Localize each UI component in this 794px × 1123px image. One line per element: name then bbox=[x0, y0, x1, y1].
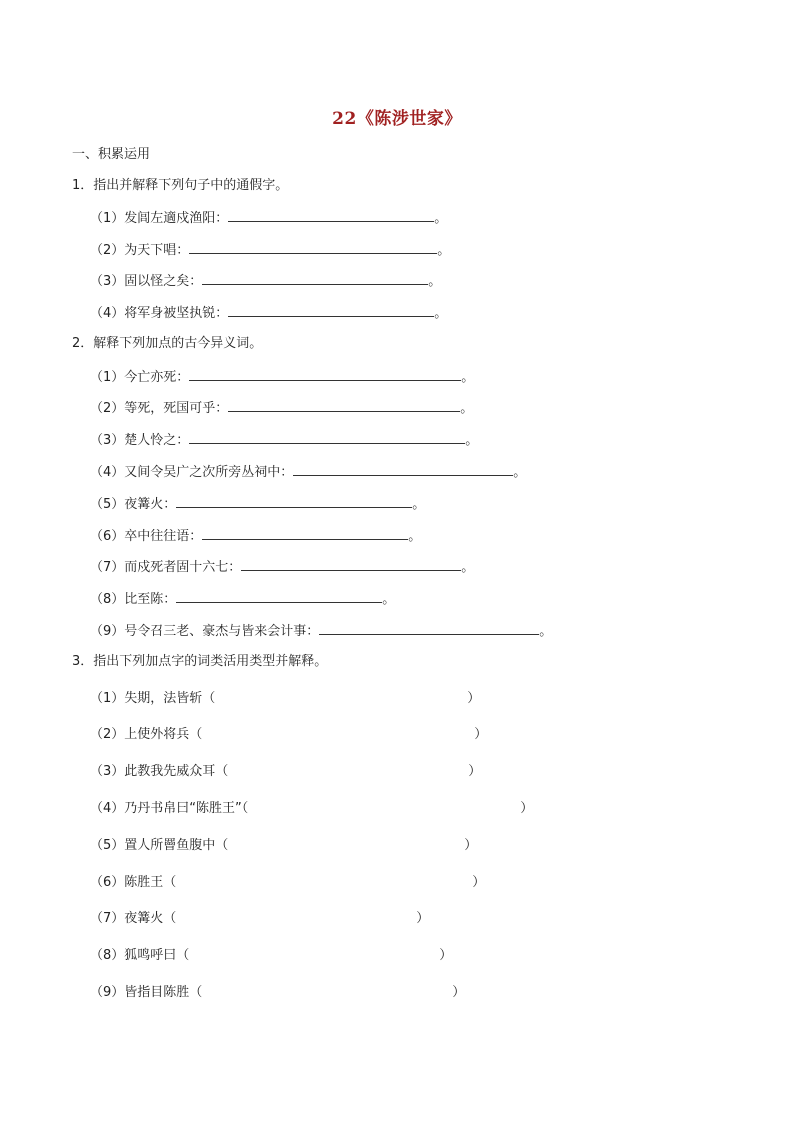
q2-item-3 bbox=[90, 430, 478, 450]
q3-item-end: ） bbox=[439, 948, 453, 963]
q2-item-label: （2）等死，死国可乎： bbox=[90, 401, 229, 416]
q3-item-6 bbox=[90, 874, 485, 892]
q2-item-2 bbox=[90, 398, 473, 418]
q3-item-end: ） bbox=[520, 801, 534, 816]
q2-item-end: 。 bbox=[465, 433, 479, 448]
answer-blank[interactable] bbox=[176, 589, 382, 603]
q1-item-end: 。 bbox=[437, 243, 451, 258]
q2-item-label: （9）号令召三老、豪杰与皆来会计事： bbox=[90, 624, 320, 639]
q2-item-end: 。 bbox=[461, 560, 475, 575]
q3-item-3 bbox=[90, 763, 481, 781]
q2-item-label: （6）卒中往往语： bbox=[90, 529, 203, 544]
q2-item-9 bbox=[90, 621, 552, 641]
q2-item-label: （7）而戍死者固十六七： bbox=[90, 560, 242, 575]
q3-item-label: （3）此教我先威众耳（ bbox=[90, 764, 229, 779]
q2-item-end: 。 bbox=[412, 497, 426, 512]
q1-item-label: （1）发闾左適戍渔阳： bbox=[90, 211, 229, 226]
q2-item-label: （3）楚人怜之： bbox=[90, 433, 190, 448]
q3-item-end: ） bbox=[474, 727, 488, 742]
answer-blank[interactable] bbox=[319, 621, 539, 635]
q1-item-4 bbox=[90, 303, 447, 323]
q2-item-4 bbox=[90, 462, 526, 482]
q2-item-7 bbox=[90, 557, 474, 577]
q2-item-6 bbox=[90, 526, 421, 546]
question-2-stem: 2．解释下列加点的古今异义词。 bbox=[72, 336, 263, 351]
q2-item-label: （1）今亡亦死： bbox=[90, 370, 190, 385]
q2-item-label: （4）又间令吴广之次所旁丛祠中： bbox=[90, 465, 294, 480]
page-title: 22《陈涉世家》 bbox=[332, 109, 462, 129]
q3-item-8 bbox=[90, 947, 452, 965]
q1-item-1 bbox=[90, 208, 447, 228]
q1-item-label: （2）为天下唱： bbox=[90, 243, 190, 258]
q2-item-8 bbox=[90, 589, 395, 609]
answer-blank[interactable] bbox=[228, 303, 434, 317]
q2-item-5 bbox=[90, 494, 425, 514]
answer-blank[interactable] bbox=[189, 367, 461, 381]
q3-item-label: （2）上使外将兵（ bbox=[90, 727, 203, 742]
q2-item-end: 。 bbox=[513, 465, 527, 480]
q3-item-4 bbox=[90, 800, 533, 818]
q3-item-1 bbox=[90, 690, 480, 708]
q3-item-5 bbox=[90, 837, 477, 855]
answer-blank[interactable] bbox=[176, 494, 412, 508]
q3-item-label: （8）狐鸣呼曰（ bbox=[90, 948, 190, 963]
answer-blank[interactable] bbox=[228, 208, 434, 222]
q2-item-label: （8）比至陈： bbox=[90, 592, 177, 607]
q3-item-label: （1）失期，法皆斩（ bbox=[90, 691, 216, 706]
answer-blank[interactable] bbox=[228, 398, 460, 412]
q1-item-label: （3）固以怪之矣： bbox=[90, 274, 203, 289]
q1-item-label: （4）将军身被坚执锐： bbox=[90, 306, 229, 321]
q3-item-end: ） bbox=[416, 911, 430, 926]
q2-item-end: 。 bbox=[382, 592, 396, 607]
q3-item-9 bbox=[90, 984, 465, 1002]
q1-item-2 bbox=[90, 240, 450, 260]
q3-item-label: （4）乃丹书帛曰“陈胜王”（ bbox=[90, 801, 249, 816]
q2-item-label: （5）夜篝火： bbox=[90, 497, 177, 512]
answer-blank[interactable] bbox=[241, 557, 461, 571]
q2-item-end: 。 bbox=[460, 401, 474, 416]
answer-blank[interactable] bbox=[293, 462, 513, 476]
q3-item-end: ） bbox=[452, 985, 466, 1000]
q3-item-end: ） bbox=[464, 838, 478, 853]
q2-item-1 bbox=[90, 367, 474, 387]
q3-item-2 bbox=[90, 726, 487, 744]
q3-item-end: ） bbox=[472, 875, 486, 890]
q3-item-label: （7）夜篝火（ bbox=[90, 911, 177, 926]
q3-item-7 bbox=[90, 910, 429, 928]
q1-item-end: 。 bbox=[434, 211, 448, 226]
q3-item-end: ） bbox=[467, 691, 481, 706]
q1-item-3 bbox=[90, 271, 441, 291]
q3-item-label: （6）陈胜王（ bbox=[90, 875, 177, 890]
question-1-stem: 1．指出并解释下列句子中的通假字。 bbox=[72, 178, 289, 193]
answer-blank[interactable] bbox=[189, 430, 465, 444]
answer-blank[interactable] bbox=[202, 526, 408, 540]
section-heading: 一、积累运用 bbox=[72, 147, 151, 162]
q2-item-end: 。 bbox=[461, 370, 475, 385]
q1-item-end: 。 bbox=[434, 306, 448, 321]
answer-blank[interactable] bbox=[189, 240, 437, 254]
q1-item-end: 。 bbox=[428, 274, 442, 289]
question-3-stem: 3．指出下列加点字的词类活用类型并解释。 bbox=[72, 654, 328, 669]
answer-blank[interactable] bbox=[202, 271, 428, 285]
q3-item-label: （9）皆指目陈胜（ bbox=[90, 985, 203, 1000]
q2-item-end: 。 bbox=[539, 624, 553, 639]
q3-item-label: （5）置人所罾鱼腹中（ bbox=[90, 838, 229, 853]
q2-item-end: 。 bbox=[408, 529, 422, 544]
q3-item-end: ） bbox=[468, 764, 482, 779]
